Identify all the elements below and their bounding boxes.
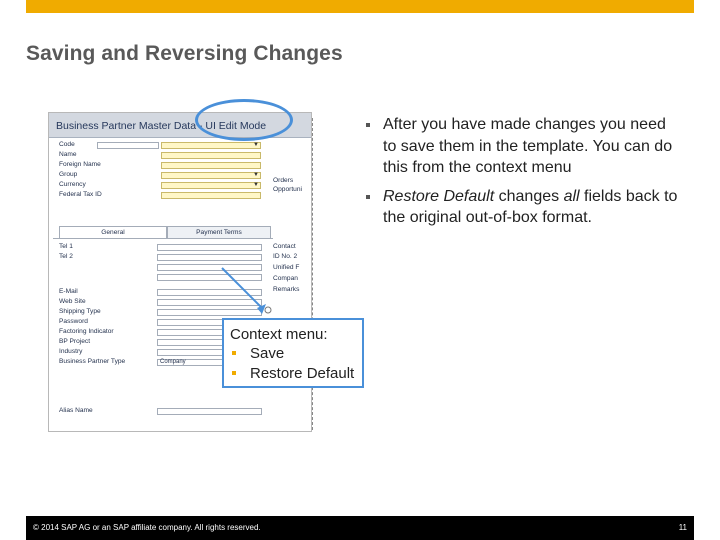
tab-payment-terms[interactable]: Payment Terms xyxy=(167,226,271,238)
remarks-label: Remarks xyxy=(273,286,300,293)
field-label-name: Name xyxy=(59,151,77,158)
field-label-tel1: Tel 1 xyxy=(59,243,73,250)
context-menu-callout xyxy=(222,318,364,388)
field-label-email: E-Mail xyxy=(59,288,78,295)
page-number: 11 xyxy=(678,523,687,532)
field-label-bp-type: Business Partner Type xyxy=(59,358,126,365)
bullet-restore-default xyxy=(363,186,683,229)
tab-general[interactable]: General xyxy=(59,226,167,238)
bullet-icon xyxy=(232,371,236,375)
chevron-down-icon[interactable]: ▼ xyxy=(253,182,259,188)
context-menu-restore-default[interactable] xyxy=(230,364,356,384)
bullet-text: changes xyxy=(494,187,564,205)
orders-label: Orders xyxy=(273,177,294,184)
context-menu-title: Context menu: xyxy=(230,326,328,343)
id-no-label: ID No. 2 xyxy=(273,253,298,260)
copyright-text: © 2014 SAP AG or an SAP affiliate company. All rights reserved. xyxy=(33,523,261,532)
bp-type-select[interactable]: Company xyxy=(157,359,262,366)
bullet-icon xyxy=(366,123,370,127)
bullet-text: fields back to the original out-of-box format. xyxy=(383,187,678,227)
save-label: Save xyxy=(250,345,285,362)
unified-label: Unified F xyxy=(273,264,300,271)
contact-label: Contact xyxy=(273,243,296,250)
restore-default-label: Restore Default xyxy=(250,365,355,382)
chevron-down-icon[interactable]: ▼ xyxy=(253,172,259,178)
context-menu-save[interactable] xyxy=(230,344,356,364)
field-label-code: Code xyxy=(59,141,75,148)
company-label: Compan xyxy=(273,275,298,282)
form-window-title: Business Partner Master Data - UI Edit Mode xyxy=(56,120,267,132)
field-label-group: Group xyxy=(59,171,78,178)
field-label-alias: Alias Name xyxy=(59,407,93,414)
bullet-list xyxy=(363,114,683,236)
bullet-text-em: all xyxy=(563,187,580,205)
opportunities-label: Opportuni xyxy=(273,186,302,193)
bullet-text: After you have made changes you need to save them in the template. You can do this from the context menu xyxy=(383,116,673,177)
field-label-foreign-name: Foreign Name xyxy=(59,161,101,168)
bullet-icon xyxy=(232,351,236,355)
field-label-shipping-type: Shipping Type xyxy=(59,308,101,315)
chevron-down-icon[interactable]: ▼ xyxy=(253,142,259,148)
field-label-password: Password xyxy=(59,318,88,325)
field-label-tel2: Tel 2 xyxy=(59,253,73,260)
footer-bar xyxy=(26,516,694,540)
field-label-website: Web Site xyxy=(59,298,86,305)
slide-title: Saving and Reversing Changes xyxy=(26,42,343,65)
bullet-text-em: Restore Default xyxy=(383,187,495,205)
field-label-bp-project: BP Project xyxy=(59,338,91,345)
field-label-tax-id: Federal Tax ID xyxy=(59,191,102,198)
field-label-industry: Industry xyxy=(59,348,83,355)
field-label-currency: Currency xyxy=(59,181,86,188)
field-label-factoring: Factoring Indicator xyxy=(59,328,114,335)
bullet-icon xyxy=(366,195,370,199)
bullet-save-changes xyxy=(363,114,683,179)
